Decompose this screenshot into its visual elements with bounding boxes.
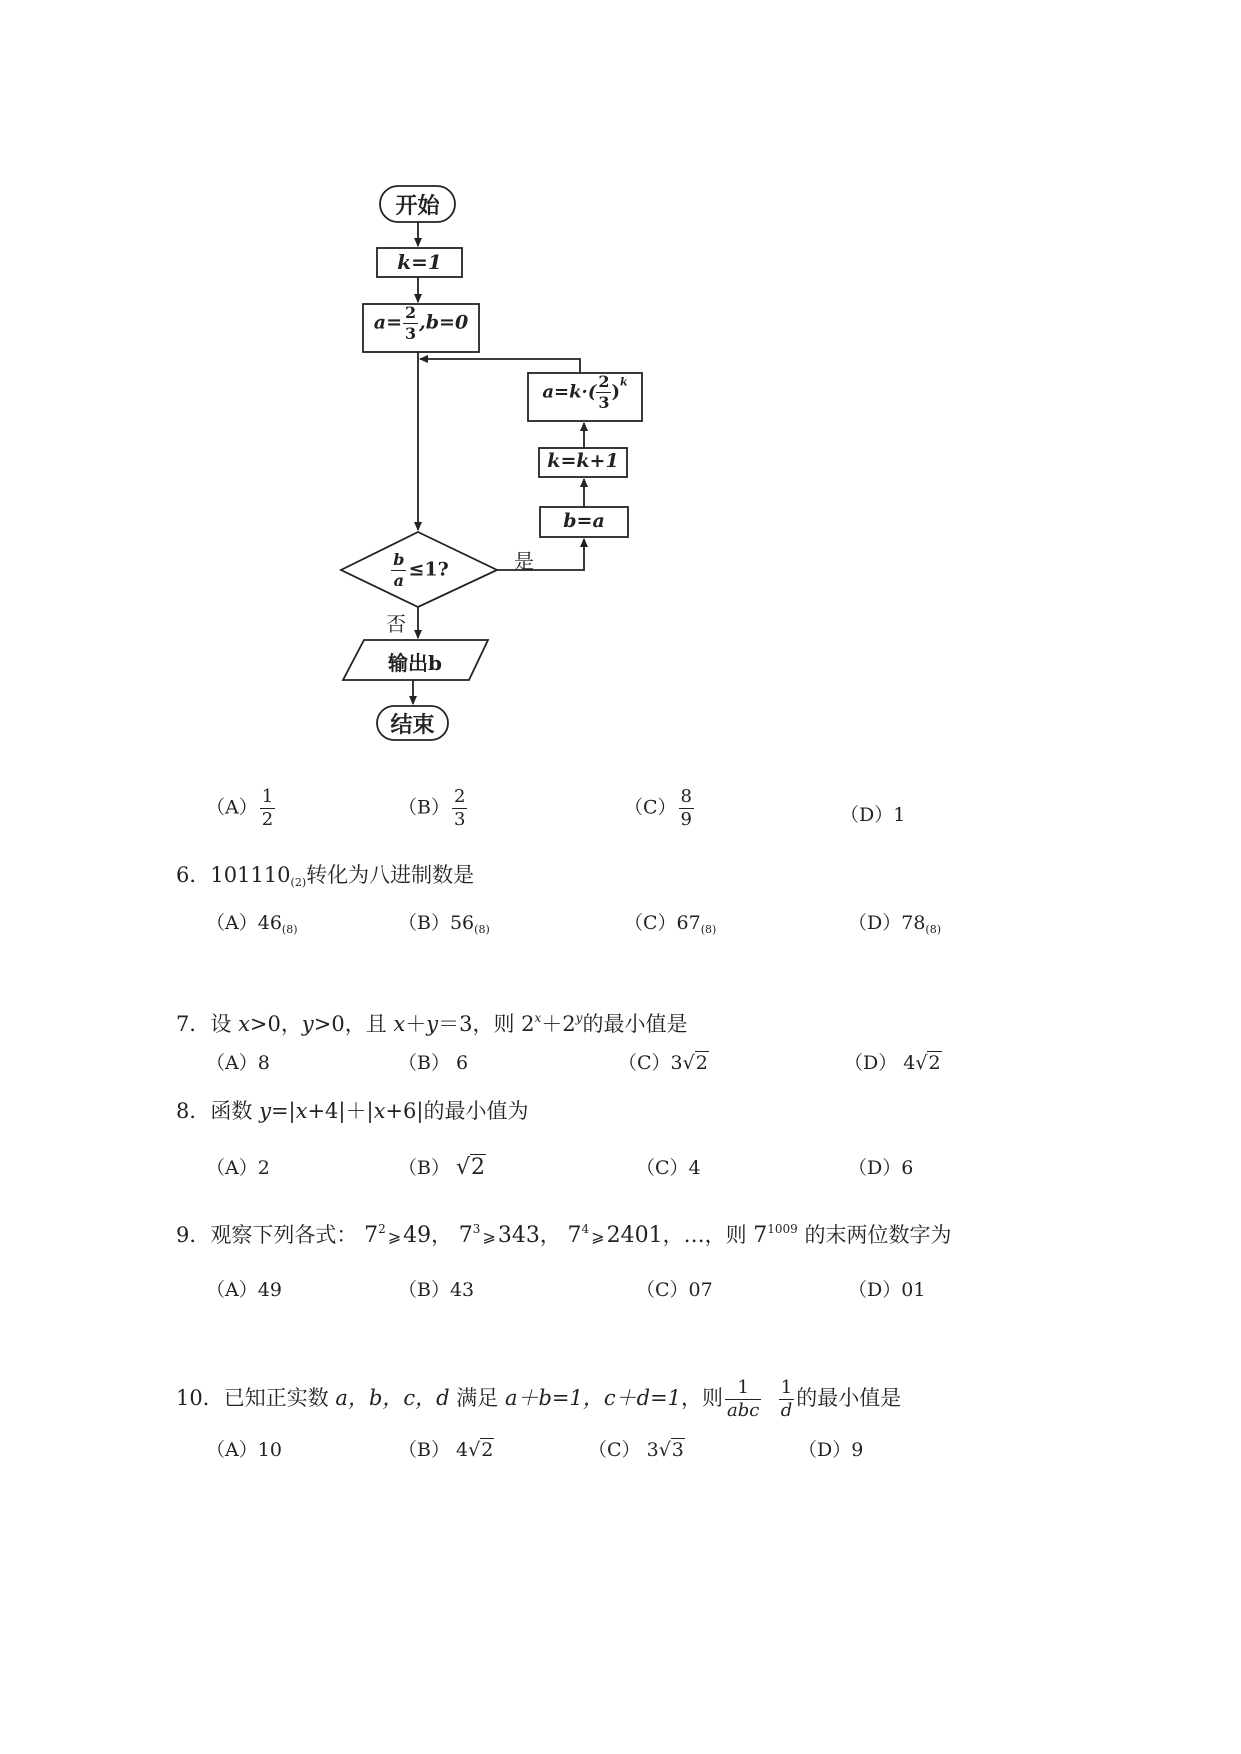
- update-a-num: 2: [598, 372, 610, 391]
- q7-stem: [176, 1004, 687, 1038]
- power-base: 7: [567, 1223, 582, 1248]
- congruent-glyph-icon: ⩾: [387, 1227, 402, 1246]
- text: >0，: [249, 1012, 302, 1036]
- sqrt-radicand: 2: [928, 1052, 941, 1074]
- option-label: （C）: [636, 1279, 689, 1301]
- text: 的末两位数字为: [797, 1223, 952, 1247]
- text: 已知正实数: [223, 1386, 336, 1410]
- option-label: （B）: [398, 1439, 450, 1461]
- q6-base: (2): [290, 876, 307, 889]
- var: x: [393, 1012, 406, 1036]
- output-label: 输出b: [388, 651, 442, 675]
- power-value: 343: [497, 1223, 540, 1248]
- start-label: 开始: [395, 193, 440, 219]
- sqrt-icon: √3: [658, 1439, 684, 1461]
- var: x: [373, 1099, 386, 1123]
- q7-option-b[interactable]: [398, 1050, 468, 1076]
- option-label: （D）: [848, 1157, 902, 1179]
- option-label: （A）: [206, 796, 258, 819]
- power-value: 2401: [606, 1223, 663, 1248]
- exponent: x: [534, 1011, 542, 1025]
- q6-option-b[interactable]: [398, 910, 490, 943]
- q8-option-a[interactable]: [206, 1155, 270, 1181]
- option-label: （B）: [398, 1052, 450, 1074]
- decision-label: [341, 552, 497, 589]
- update-a-exp: k: [620, 375, 628, 389]
- init-a-prefix: a=: [373, 311, 403, 334]
- exponent: 4: [581, 1222, 590, 1236]
- option-value: 1: [893, 804, 906, 826]
- init-a-suffix: ,b=0: [419, 311, 469, 334]
- condition: a＋b=1，c＋d=1: [504, 1386, 682, 1410]
- sqrt-icon: √2: [682, 1052, 708, 1074]
- q6-text: 转化为八进制数是: [306, 863, 475, 887]
- assign-b-label: b=a: [563, 510, 605, 532]
- update-a-label: [528, 374, 642, 411]
- text: ，则: [681, 1386, 724, 1410]
- option-value: 6: [901, 1157, 914, 1179]
- option-base: (8): [281, 923, 298, 936]
- q8-stem: [176, 1097, 528, 1125]
- option-value: 67: [676, 912, 701, 934]
- q9-stem: 9．观察下列各式： $7^2$ ⩾49， $7^3$ ⩾343， $7^4$ ⩾2401，…，则 $7^{1009}$ 的末两位数字为: [176, 1222, 952, 1248]
- frac-den: 9: [680, 809, 692, 830]
- q10-option-a[interactable]: [206, 1437, 282, 1463]
- update-k-label: k=k+1: [547, 450, 619, 472]
- sqrt-coef: 4: [456, 1439, 469, 1461]
- exponent: 3: [472, 1222, 481, 1236]
- var: x: [295, 1099, 308, 1123]
- option-label: （A）: [206, 1052, 258, 1074]
- init-a-num: 2: [405, 303, 417, 322]
- text: ＝3，则 2: [438, 1012, 535, 1036]
- option-value: 78: [901, 912, 926, 934]
- power-value: 49: [403, 1223, 432, 1248]
- update-a-den: 3: [598, 393, 610, 412]
- question-number: 10．: [176, 1386, 224, 1410]
- option-value: 43: [449, 1279, 475, 1301]
- option-label: （A）: [206, 1279, 258, 1301]
- text: 的最小值是: [582, 1012, 688, 1036]
- sqrt-icon: √2: [915, 1052, 941, 1074]
- yes-label: 是: [514, 549, 534, 573]
- q5-option-b[interactable]: [398, 788, 469, 829]
- sqrt-icon: √2: [468, 1439, 494, 1461]
- frac-num: 1: [725, 1379, 761, 1400]
- text: ，…，则: [662, 1223, 754, 1247]
- q9-option-a[interactable]: [206, 1277, 282, 1303]
- cond-num: b: [393, 550, 405, 569]
- sqrt-icon: √2: [456, 1155, 486, 1180]
- option-label: （C）: [636, 1157, 689, 1179]
- end-label: 结束: [390, 712, 435, 738]
- text: 设: [210, 1012, 239, 1036]
- q7-option-d[interactable]: [844, 1050, 942, 1076]
- q10-option-c[interactable]: [588, 1437, 685, 1463]
- option-label: （C）: [588, 1439, 641, 1461]
- var: x: [238, 1012, 250, 1036]
- option-label: （B）: [398, 1279, 450, 1301]
- option-label: （A）: [206, 1439, 258, 1461]
- cond-den: a: [393, 571, 405, 590]
- option-value: 49: [257, 1279, 282, 1301]
- q6-option-d[interactable]: [848, 910, 941, 943]
- sqrt-coef: 3: [670, 1052, 683, 1074]
- text: >0，且: [313, 1012, 394, 1036]
- q9-option-c[interactable]: [636, 1277, 713, 1303]
- congruent-glyph-icon: ⩾: [482, 1227, 496, 1246]
- option-label: （A）: [206, 912, 258, 934]
- question-number: 7．: [176, 1012, 211, 1036]
- q8-option-c[interactable]: [636, 1155, 701, 1181]
- exponent: 1009: [767, 1222, 798, 1236]
- q8-option-b[interactable]: [398, 1155, 486, 1181]
- option-value: 46: [257, 912, 282, 934]
- text: 观察下列各式：: [210, 1223, 358, 1247]
- exponent: 2: [378, 1222, 386, 1236]
- q10-option-b[interactable]: [398, 1437, 494, 1463]
- option-value: 4: [688, 1157, 701, 1179]
- q5-option-c[interactable]: [624, 788, 696, 829]
- text: +6|的最小值为: [385, 1099, 529, 1123]
- question-number: 8．: [176, 1099, 211, 1123]
- text: 的最小值是: [796, 1386, 902, 1410]
- option-label: （D）: [840, 804, 894, 826]
- option-label: （D）: [798, 1439, 852, 1461]
- option-value: 01: [901, 1279, 926, 1301]
- q7-option-a[interactable]: [206, 1050, 270, 1076]
- frac-num: 1: [779, 1379, 795, 1400]
- sqrt-radicand: 2: [695, 1052, 708, 1074]
- congruent-glyph-icon: ⩾: [591, 1227, 605, 1246]
- vars: a，b，c，d: [335, 1386, 450, 1410]
- frac-den: 3: [453, 809, 466, 830]
- option-value: 8: [257, 1052, 270, 1074]
- question-number: 6．: [176, 863, 211, 887]
- option-base: (8): [925, 923, 942, 936]
- option-label: （D）: [848, 912, 902, 934]
- text: ＋: [405, 1012, 427, 1036]
- frac-den: abc: [727, 1400, 760, 1421]
- option-label: （D）: [844, 1052, 898, 1074]
- init-k-label: k=1: [397, 250, 442, 274]
- frac-den: 2: [261, 809, 274, 830]
- q6-stem: [176, 861, 474, 897]
- var: y: [259, 1099, 271, 1123]
- q9-option-b[interactable]: [398, 1277, 474, 1303]
- option-label: （A）: [206, 1157, 258, 1179]
- text: 函数: [210, 1099, 260, 1123]
- frac-num: 1: [261, 786, 274, 807]
- option-base: (8): [474, 923, 490, 936]
- option-label: （D）: [848, 1279, 902, 1301]
- frac-den: d: [780, 1400, 793, 1421]
- frac-num: 2: [453, 786, 466, 807]
- option-label: （C）: [624, 912, 677, 934]
- update-a-suffix: ): [611, 381, 621, 403]
- option-value: 9: [851, 1439, 864, 1461]
- text: =|: [270, 1099, 296, 1123]
- frac-num: 8: [680, 786, 692, 807]
- q6-value: 101110: [210, 863, 291, 887]
- power-base: 7: [364, 1223, 379, 1248]
- var: y: [301, 1012, 314, 1036]
- sqrt-coef: 4: [903, 1052, 916, 1074]
- init-a-label: [363, 305, 479, 342]
- option-label: （B）: [398, 912, 450, 934]
- q9-option-d[interactable]: [848, 1277, 925, 1303]
- option-value: 2: [257, 1157, 270, 1179]
- option-label: （C）: [618, 1052, 671, 1074]
- init-a-den: 3: [405, 324, 417, 343]
- q10-option-d[interactable]: [798, 1437, 863, 1463]
- update-a-prefix: a=k·(: [542, 381, 597, 403]
- option-label: （B）: [398, 1157, 450, 1179]
- power-base: 7: [753, 1223, 768, 1248]
- option-label: （B）: [398, 796, 450, 819]
- text: ＋2: [541, 1012, 576, 1036]
- option-label: （C）: [624, 796, 677, 819]
- q7-option-c[interactable]: [618, 1050, 709, 1076]
- power-base: 7: [458, 1223, 473, 1248]
- q8-option-d[interactable]: [848, 1155, 913, 1181]
- q6-option-a[interactable]: [206, 910, 298, 943]
- option-value: 07: [688, 1279, 713, 1301]
- option-base: (8): [700, 923, 717, 936]
- sqrt-radicand: 2: [481, 1439, 494, 1461]
- q5-option-a[interactable]: [206, 788, 277, 829]
- q5-option-d[interactable]: [840, 802, 905, 828]
- option-value: 6: [456, 1052, 469, 1074]
- sqrt-coef: 3: [646, 1439, 659, 1461]
- cond-rest: ≤1?: [408, 558, 449, 581]
- option-value: 56: [449, 912, 475, 934]
- q10-stem: [176, 1379, 901, 1420]
- q6-option-c[interactable]: [624, 910, 716, 943]
- exponent: y: [575, 1011, 583, 1025]
- text: +4|＋|: [307, 1099, 374, 1123]
- sqrt-radicand: 2: [471, 1155, 486, 1180]
- option-value: 10: [257, 1439, 282, 1461]
- sqrt-radicand: 3: [671, 1439, 684, 1461]
- no-label: 否: [386, 612, 406, 636]
- var: y: [426, 1012, 439, 1036]
- question-number: 9．: [176, 1223, 211, 1247]
- text: 满足: [449, 1386, 505, 1410]
